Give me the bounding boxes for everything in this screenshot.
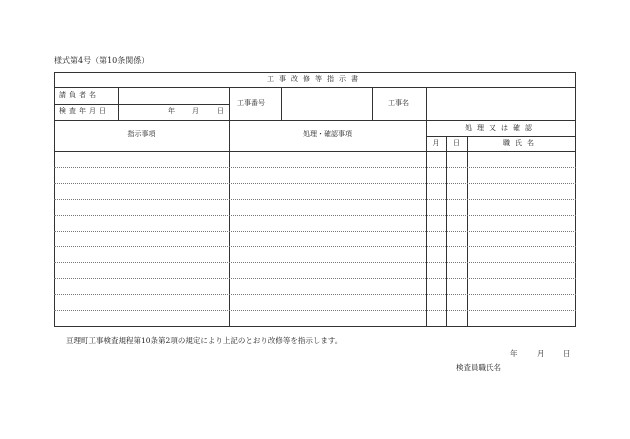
instruction-statement: 亘理町工事検査規程第10条第2項の規定により上記のとおり改修等を指示します。 [66, 336, 343, 345]
inspector-name-label: 検査員職氏名 [456, 363, 501, 372]
month-column-header: 月 [432, 139, 440, 147]
row-separator [54, 199, 576, 200]
contractor-name-label: 請負者名 [59, 91, 99, 99]
action-column-header: 処理・確認事項 [303, 130, 352, 138]
date-month-unit: 月 [192, 107, 199, 115]
day-column-header: 日 [453, 139, 460, 147]
date-year-unit: 年 [168, 107, 175, 115]
row-separator [54, 310, 576, 311]
sign-day-unit: 日 [563, 349, 571, 358]
sign-month-unit: 月 [537, 349, 545, 358]
form-number: 様式第4号（第10条関係） [54, 56, 150, 65]
row-separator [54, 167, 576, 168]
row-separator [54, 294, 576, 295]
row-separator [54, 215, 576, 216]
name-column-header: 職氏名 [503, 139, 539, 147]
project-number-label: 工事番号 [237, 99, 265, 107]
row-separator [54, 278, 576, 279]
inspection-date-label: 検査年月日 [59, 107, 109, 115]
instruction-form-table [54, 72, 576, 327]
row-separator [54, 262, 576, 263]
form-title: 工事改修等指示書 [267, 75, 363, 83]
row-separator [54, 246, 576, 247]
row-separator [54, 183, 576, 184]
confirmation-group-header: 処理又は確認 [465, 124, 537, 132]
sign-year-unit: 年 [510, 349, 518, 358]
project-name-label: 工事名 [388, 99, 409, 107]
date-day-unit: 日 [217, 107, 224, 115]
row-separator [54, 231, 576, 232]
instruction-column-header: 指示事項 [127, 130, 156, 138]
